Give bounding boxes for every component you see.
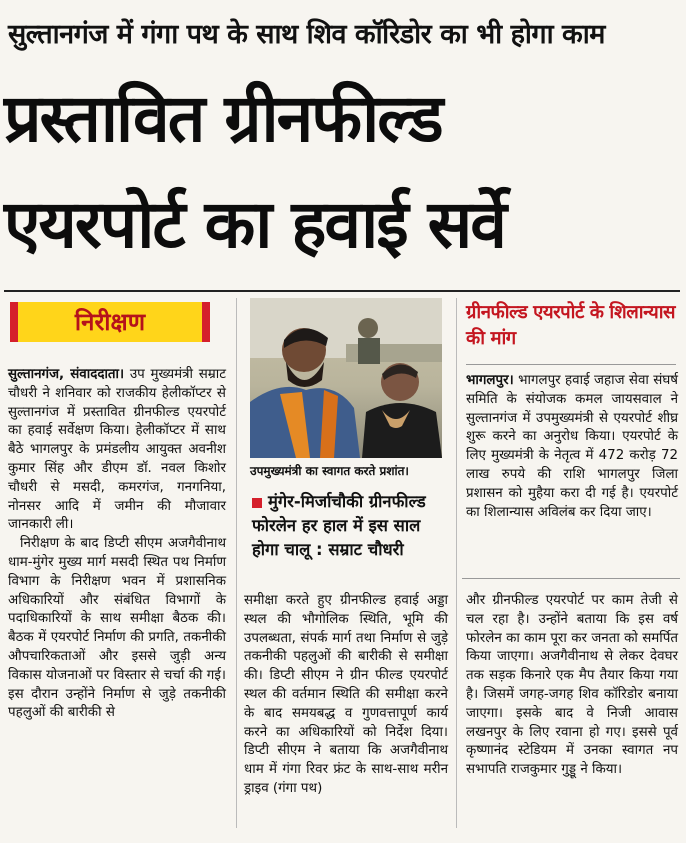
sidebar-bottom-rule xyxy=(462,578,680,579)
article-column-2 xyxy=(244,592,448,799)
column-divider xyxy=(456,298,457,828)
sidebar-headline: ग्रीनफील्ड एयरपोर्ट के शिलान्यास की मांग xyxy=(466,302,676,349)
column-1-paragraph-1 xyxy=(8,366,226,535)
photo-caption: उपमुख्यमंत्री का स्वागत करते प्रशांत। xyxy=(250,464,409,478)
column-1-text-2: निरीक्षण के बाद डिप्टी सीएम अजगैवीनाथ धाम-मुंगेर मुख्य मार्ग मसदी स्थित पथ निर्माण विभाग के निरीक्षण भवन में प्रशासनिक अधिकारियों और संबंधित विभागों के पदाधिकारियों के साथ समीक्षा बैठक की। बैठक में एयरपोर्ट निर्माण की प्रगति, तकनीकी औपचारिकताओं और इससे जुड़ी अन्य विकास योजनाओं पर विस्तार से चर्चा की गई। इस दौरान उन्होंने निर्माण से जुड़े तकनीकी पहलुओं की बारीकी से xyxy=(8,536,226,721)
sidebar-text: भागलपुर हवाई जहाज सेवा संघर्ष समिति के संयोजक कमल जायसवाल ने सुल्तानगंज में उपमुख्यमंत्री से एयरपोर्ट शीघ्र शुरू करने का अनुरोध किया। एयरपोर्ट के लिए मुख्यमंत्री के नेतृत्व में 472 करोड़ 72 लाख रुपये की राशि भागलपुर जिला प्रशासन को मुहैया करा दी गई है। एयरपोर्ट का शिलान्यास अविलंब कर दिया जाए। xyxy=(466,373,678,520)
sidebar-rule xyxy=(466,364,676,365)
kicker-headline: सुल्तानगंज में गंगा पथ के साथ शिव कॉरिडोर का भी होगा काम xyxy=(8,19,605,50)
pull-quote xyxy=(252,490,452,562)
sidebar-dateline: भागलपुर। xyxy=(466,373,514,388)
column-divider xyxy=(236,298,237,828)
main-headline-line-2: एयरपोर्ट का हवाई सर्वे xyxy=(4,186,505,263)
photo-illustration xyxy=(250,298,442,458)
column-3-text: और ग्रीनफील्ड एयरपोर्ट पर काम तेजी से चल रहा है। उन्होंने बताया कि इस वर्ष फोरलेन का काम पूरा कर जनता को समर्पित किया जाएगा। अजगैवीनाथ से लेकर देवघर तक सड़क किनारे एक मैप तैयार किया गया है। जिसमें जगह-जगह शिव कॉरिडोर बनाया जाएगा। इसके बाद वे निजी आवास लखनपुर के लिए रवाना हो गए। इससे पूर्व कृष्णानंद स्टेडियम में उनका स्वागत नप सभापति राजकुमार गुड्डू ने किया। xyxy=(466,593,678,778)
dateline: सुल्तानगंज, संवाददाता। xyxy=(8,367,125,382)
pull-quote-text: मुंगेर-मिर्जाचौकी ग्रीनफील्ड फोरलेन हर हाल में इस साल होगा चालू : सम्राट चौधरी xyxy=(252,492,426,559)
article-column-3 xyxy=(466,592,678,780)
column-1-text-1: उप मुख्यमंत्री सम्राट चौधरी ने शनिवार को राजकीय हेलीकॉप्टर से सुल्तानगंज में प्रस्तावित ग्रीनफील्ड एयरपोर्ट का हवाई सर्वेक्षण किया। हेलीकॉप्टर में साथ बैठे भागलपुर के प्रमंडलीय आयुक्त अवनीश कुमार सिंह और डीएम डॉ. नवल किशोर चौधरी से मसदी, कमरगंज, गनगनिया, नोनसर आदि में जमीन की मौजावार जानकारी ली। xyxy=(8,367,226,533)
sidebar-article xyxy=(466,372,678,522)
bullet-square-icon xyxy=(252,498,262,508)
news-photo xyxy=(250,298,442,458)
main-headline-line-1: प्रस्तावित ग्रीनफील्ड xyxy=(4,80,442,157)
article-column-1 xyxy=(8,366,226,723)
column-2-text: समीक्षा करते हुए ग्रीनफील्ड हवाई अड्डा स्थल की भौगोलिक स्थिति, भूमि की उपलब्धता, संपर्क मार्ग तथा निर्माण से जुड़े तकनीकी पहलुओं की बारीकी से समीक्षा की। डिप्टी सीएम ने ग्रीन फील्ड एयरपोर्ट स्थल की वर्तमान स्थिति की समीक्षा करने के बाद समयबद्ध व गुणवत्तापूर्ण कार्य करने का अधिकारियों को निर्देश दिया। डिप्टी सीएम ने बताया कि अजगैवीनाथ धाम में गंगा रिवर फ्रंट के साथ-साथ मरीन ड्राइव (गंगा पथ) xyxy=(244,593,448,796)
headline-rule xyxy=(4,290,680,292)
section-badge: निरीक्षण xyxy=(10,302,210,342)
